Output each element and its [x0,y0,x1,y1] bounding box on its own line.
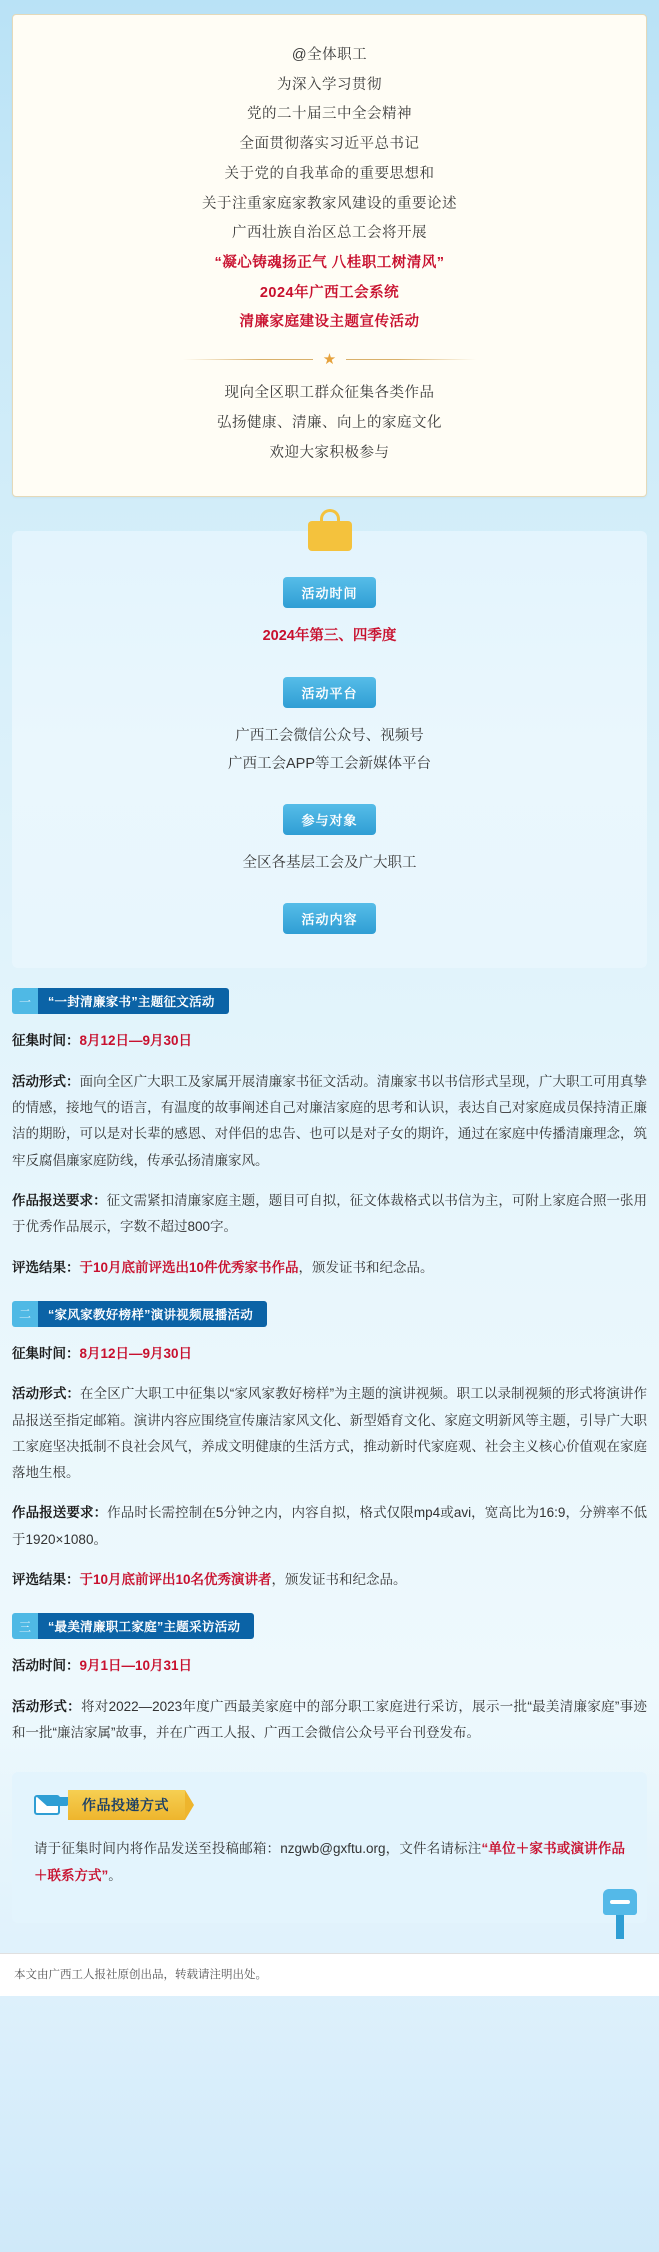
hero-line-3: 全面贯彻落实习近平总书记 [239,136,420,153]
text-result-2: ，颁发证书和纪念品。 [271,1572,407,1588]
info-section [0,497,659,968]
section-one-para-2 [12,1188,647,1241]
text-submission-req-2: 作品时长需控制在5分钟之内，内容自拟，格式仅限mp4或avi，宽高比为16:9，分辨率不低于1920×1080。 [12,1505,647,1547]
section-one-para-3 [12,1255,647,1281]
star-icon: ★ [322,351,337,369]
text-activity-form-2: 在全区广大职工中征集以“家风家教好榜样”为主题的演讲视频。职工以录制视频的形式将演讲作品报送至指定邮箱。演讲内容应围绕宣传廉洁家风文化、新型婚育文化、家庭文明新风等主题，引导广大职工家庭坚决抵制不良社会风气，养成文明健康的生活方式，推动新时代家庭观、社会主义核心价值观在家庭落地生根。 [12,1386,648,1481]
hero-divider [37,352,622,367]
value-result-2: 于10月底前评出10名优秀演讲者 [79,1572,272,1588]
value-activity-time-3: 9月1日—10月31日 [79,1658,193,1674]
hero-line-6: 广西壮族自治区总工会将开展 [232,225,427,242]
footer-note: 本文由广西工人报社原创出品，转载请注明出处。 [14,1968,267,1981]
hero-line-1: 为深入学习贯彻 [277,76,382,93]
hero-red-line-1: 2024年广西工会系统 [259,284,400,301]
info-pill-audience: 参与对象 [283,804,375,835]
section-one [0,968,659,1281]
label-activity-form-3: 活动形式： [12,1698,81,1714]
label-submission-req-2: 作品报送要求： [12,1505,108,1521]
info-block-platform [32,677,627,779]
info-block-content [32,903,627,934]
envelope-icon [34,1795,60,1815]
submission-text-highlight: “单位＋家书或演讲作品＋联系方式” [34,1841,626,1883]
hero-red-line-2: 清廉家庭建设主题宣传活动 [239,314,420,331]
submission-header [34,1790,625,1820]
section-two-para-2 [12,1500,647,1553]
section-one-header [12,988,647,1014]
label-activity-form-2: 活动形式： [12,1386,81,1402]
label-collect-time-2: 征集时间： [12,1345,80,1361]
label-activity-form: 活动形式： [12,1073,80,1089]
hero-tail-line-0: 现向全区职工群众征集各类作品 [224,385,435,402]
section-two [0,1281,659,1594]
label-collect-time: 征集时间： [12,1033,80,1049]
submission-text-before: 请于征集时间内将作品发送至投稿邮箱：nzgwb@gxftu.org，文件名请标注 [34,1841,482,1857]
info-block-time [32,577,627,650]
submission-section [0,1746,659,1923]
label-activity-time-3: 活动时间： [12,1658,80,1674]
info-pill-time: 活动时间 [283,577,375,608]
hero-line-5: 关于注重家庭家教家风建设的重要论述 [202,195,457,212]
label-submission-req: 作品报送要求： [12,1192,107,1208]
divider-bar-left [183,359,313,360]
section-two-number: 二 [12,1301,38,1327]
section-one-number: 一 [12,988,38,1014]
divider-bar-right [346,359,476,360]
submission-text-after: 。 [108,1867,122,1883]
submission-title: 作品投递方式 [68,1790,185,1820]
text-activity-form-3: 将对2022—2023年度广西最美家庭中的部分职工家庭进行采访，展示一批“最美清廉家庭”事迹和一批“廉洁家属”故事，并在广西工人报、广西工会微信公众号平台刊登发布。 [12,1698,647,1741]
section-three-para-1 [12,1694,647,1747]
hero-card [12,14,647,497]
section-three-number: 三 [12,1613,38,1639]
hero-tail-line-2: 欢迎大家积极参与 [269,444,390,461]
section-two-para-3 [12,1567,647,1593]
section-three [0,1593,659,1746]
section-two-para-0 [12,1341,647,1367]
info-value-platform-1: 广西工会APP等工会新媒体平台 [227,755,431,772]
mailbox-icon [603,1889,637,1939]
info-value-audience: 全区各基层工会及广大职工 [242,855,417,872]
text-activity-form: 面向全区广大职工及家属开展清廉家书征文活动。清廉家书以书信形式呈现，广大职工可用真挚的情感，接地气的语言，有温度的故事阐述自己对廉洁家庭的思考和认识，表达自己对家庭成员保持清正廉洁的期盼，可以是对长辈的感恩、对伴侣的忠告、也可以是对子女的期许，通过在家庭中传播清廉理念，筑牢反腐倡廉家庭防线，传承弘扬清廉家风。 [12,1073,648,1168]
value-result: 于10月底前评选出10件优秀家书作品 [79,1259,299,1275]
section-one-para-0 [12,1028,647,1054]
hero-line-0: @全体职工 [291,47,368,63]
footer [0,1953,659,1996]
hero-tail-line-1: 弘扬健康、清廉、向上的家庭文化 [217,414,442,431]
submission-card [12,1772,647,1923]
section-two-title: “家风家教好榜样”演讲视频展播活动 [38,1301,267,1327]
info-block-audience [32,804,627,877]
label-result: 评选结果： [12,1259,80,1275]
text-result: ，颁发证书和纪念品。 [298,1259,434,1275]
value-collect-time: 8月12日—9月30日 [79,1033,193,1049]
info-card [12,531,647,968]
info-pill-content: 活动内容 [283,903,375,934]
hero-line-4: 关于党的自我革命的重要思想和 [224,165,435,182]
text-submission-req: 征文需紧扣清廉家庭主题，题目可自拟，征文体裁格式以书信为主，可附上家庭合照一张用于优秀作品展示，字数不超过800字。 [12,1192,648,1235]
section-three-title: “最美清廉职工家庭”主题采访活动 [38,1613,254,1639]
section-three-header [12,1613,647,1639]
info-value-time: 2024年第三、四季度 [262,628,397,645]
section-two-para-1 [12,1381,647,1486]
info-pill-platform: 活动平台 [283,677,375,708]
section-one-title: “一封清廉家书”主题征文活动 [38,988,229,1014]
submission-text [34,1836,625,1889]
value-collect-time-2: 8月12日—9月30日 [79,1345,193,1361]
handbag-icon [308,509,352,551]
section-three-para-0 [12,1653,647,1679]
section-two-header [12,1301,647,1327]
section-one-para-1 [12,1069,647,1174]
label-result-2: 评选结果： [12,1572,80,1588]
hero-line-2: 党的二十届三中全会精神 [247,106,412,123]
hero-section [0,0,659,497]
info-value-platform-0: 广西工会微信公众号、视频号 [235,727,424,744]
hero-red-line-0: “凝心铸魂扬正气 八桂职工树清风” [214,255,445,272]
